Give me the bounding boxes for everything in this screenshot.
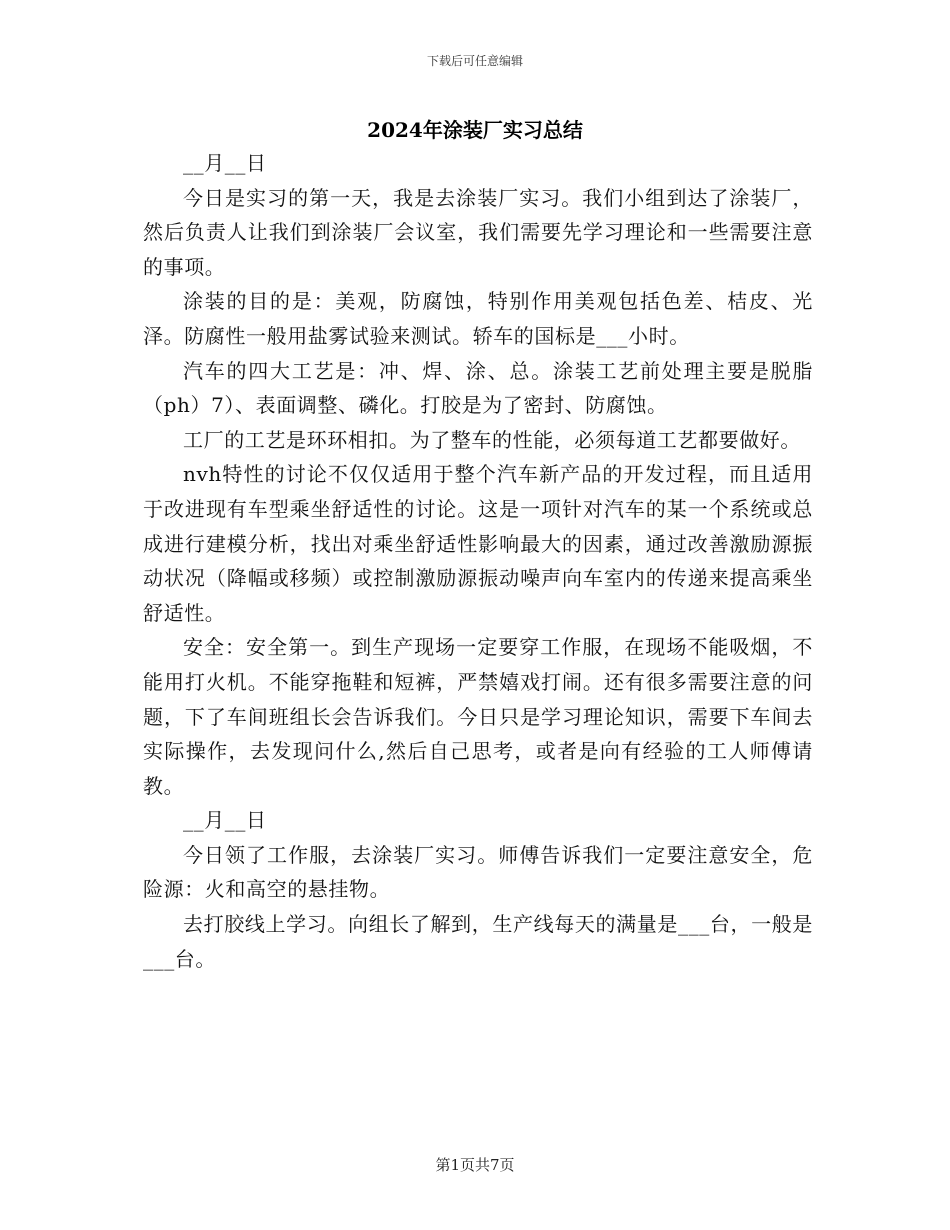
- document-title: 2024年涂装厂实习总结: [367, 118, 583, 142]
- paragraph: 安全：安全第一。到生产现场一定要穿工作服，在现场不能吸烟，不能用打火机。不能穿拖鞋和短裤，严禁嬉戏打闹。还有很多需要注意的问题，下了车间班组长会告诉我们。今日只是学习理论知识，需要下车间去实际操作，去发现问什么,然后自己思考，或者是向有经验的工人师傅请教。: [143, 635, 813, 798]
- paragraph: 今日领了工作服，去涂装厂实习。师傅告诉我们一定要注意安全，危险源：火和高空的悬挂物。: [143, 842, 813, 902]
- page-header-note: 下载后可任意编辑: [426, 54, 523, 68]
- document-body: [143, 146, 813, 976]
- date-line: __月__日: [183, 808, 267, 833]
- paragraph: 今日是实习的第一天，我是去涂装厂实习。我们小组到达了涂装厂，然后负责人让我们到涂装厂会议室，我们需要先学习理论和一些需要注意的事项。: [143, 185, 813, 279]
- paragraph: 汽车的四大工艺是：冲、焊、涂、总。涂装工艺前处理主要是脱脂（ph）7）、表面调整、磷化。打胶是为了密封、防腐蚀。: [143, 358, 813, 418]
- date-line: __月__日: [183, 151, 267, 175]
- page-number: 第1页共7页: [435, 1156, 515, 1174]
- paragraph: 工厂的工艺是环环相扣。为了整车的性能，必须每道工艺都要做好。: [183, 427, 801, 452]
- paragraph: 去打胶线上学习。向组长了解到，生产线每天的满量是___台，一般是___台。: [143, 912, 813, 971]
- paragraph: nvh特性的讨论不仅仅适用于整个汽车新产品的开发过程，而且适用于改进现有车型乘坐舒适性的讨论。这是一项针对汽车的某一个系统或总成进行建模分析，找出对乘坐舒适性影响最大的因素，通过改善激励源振动状况（降幅或移频）或控制激励源振动噪声向车室内的传递来提高乘坐舒适性。: [143, 462, 813, 625]
- paragraph: 涂装的目的是：美观，防腐蚀，特别作用美观包括色差、桔皮、光泽。防腐性一般用盐雾试验来测试。轿车的国标是___小时。: [143, 289, 813, 348]
